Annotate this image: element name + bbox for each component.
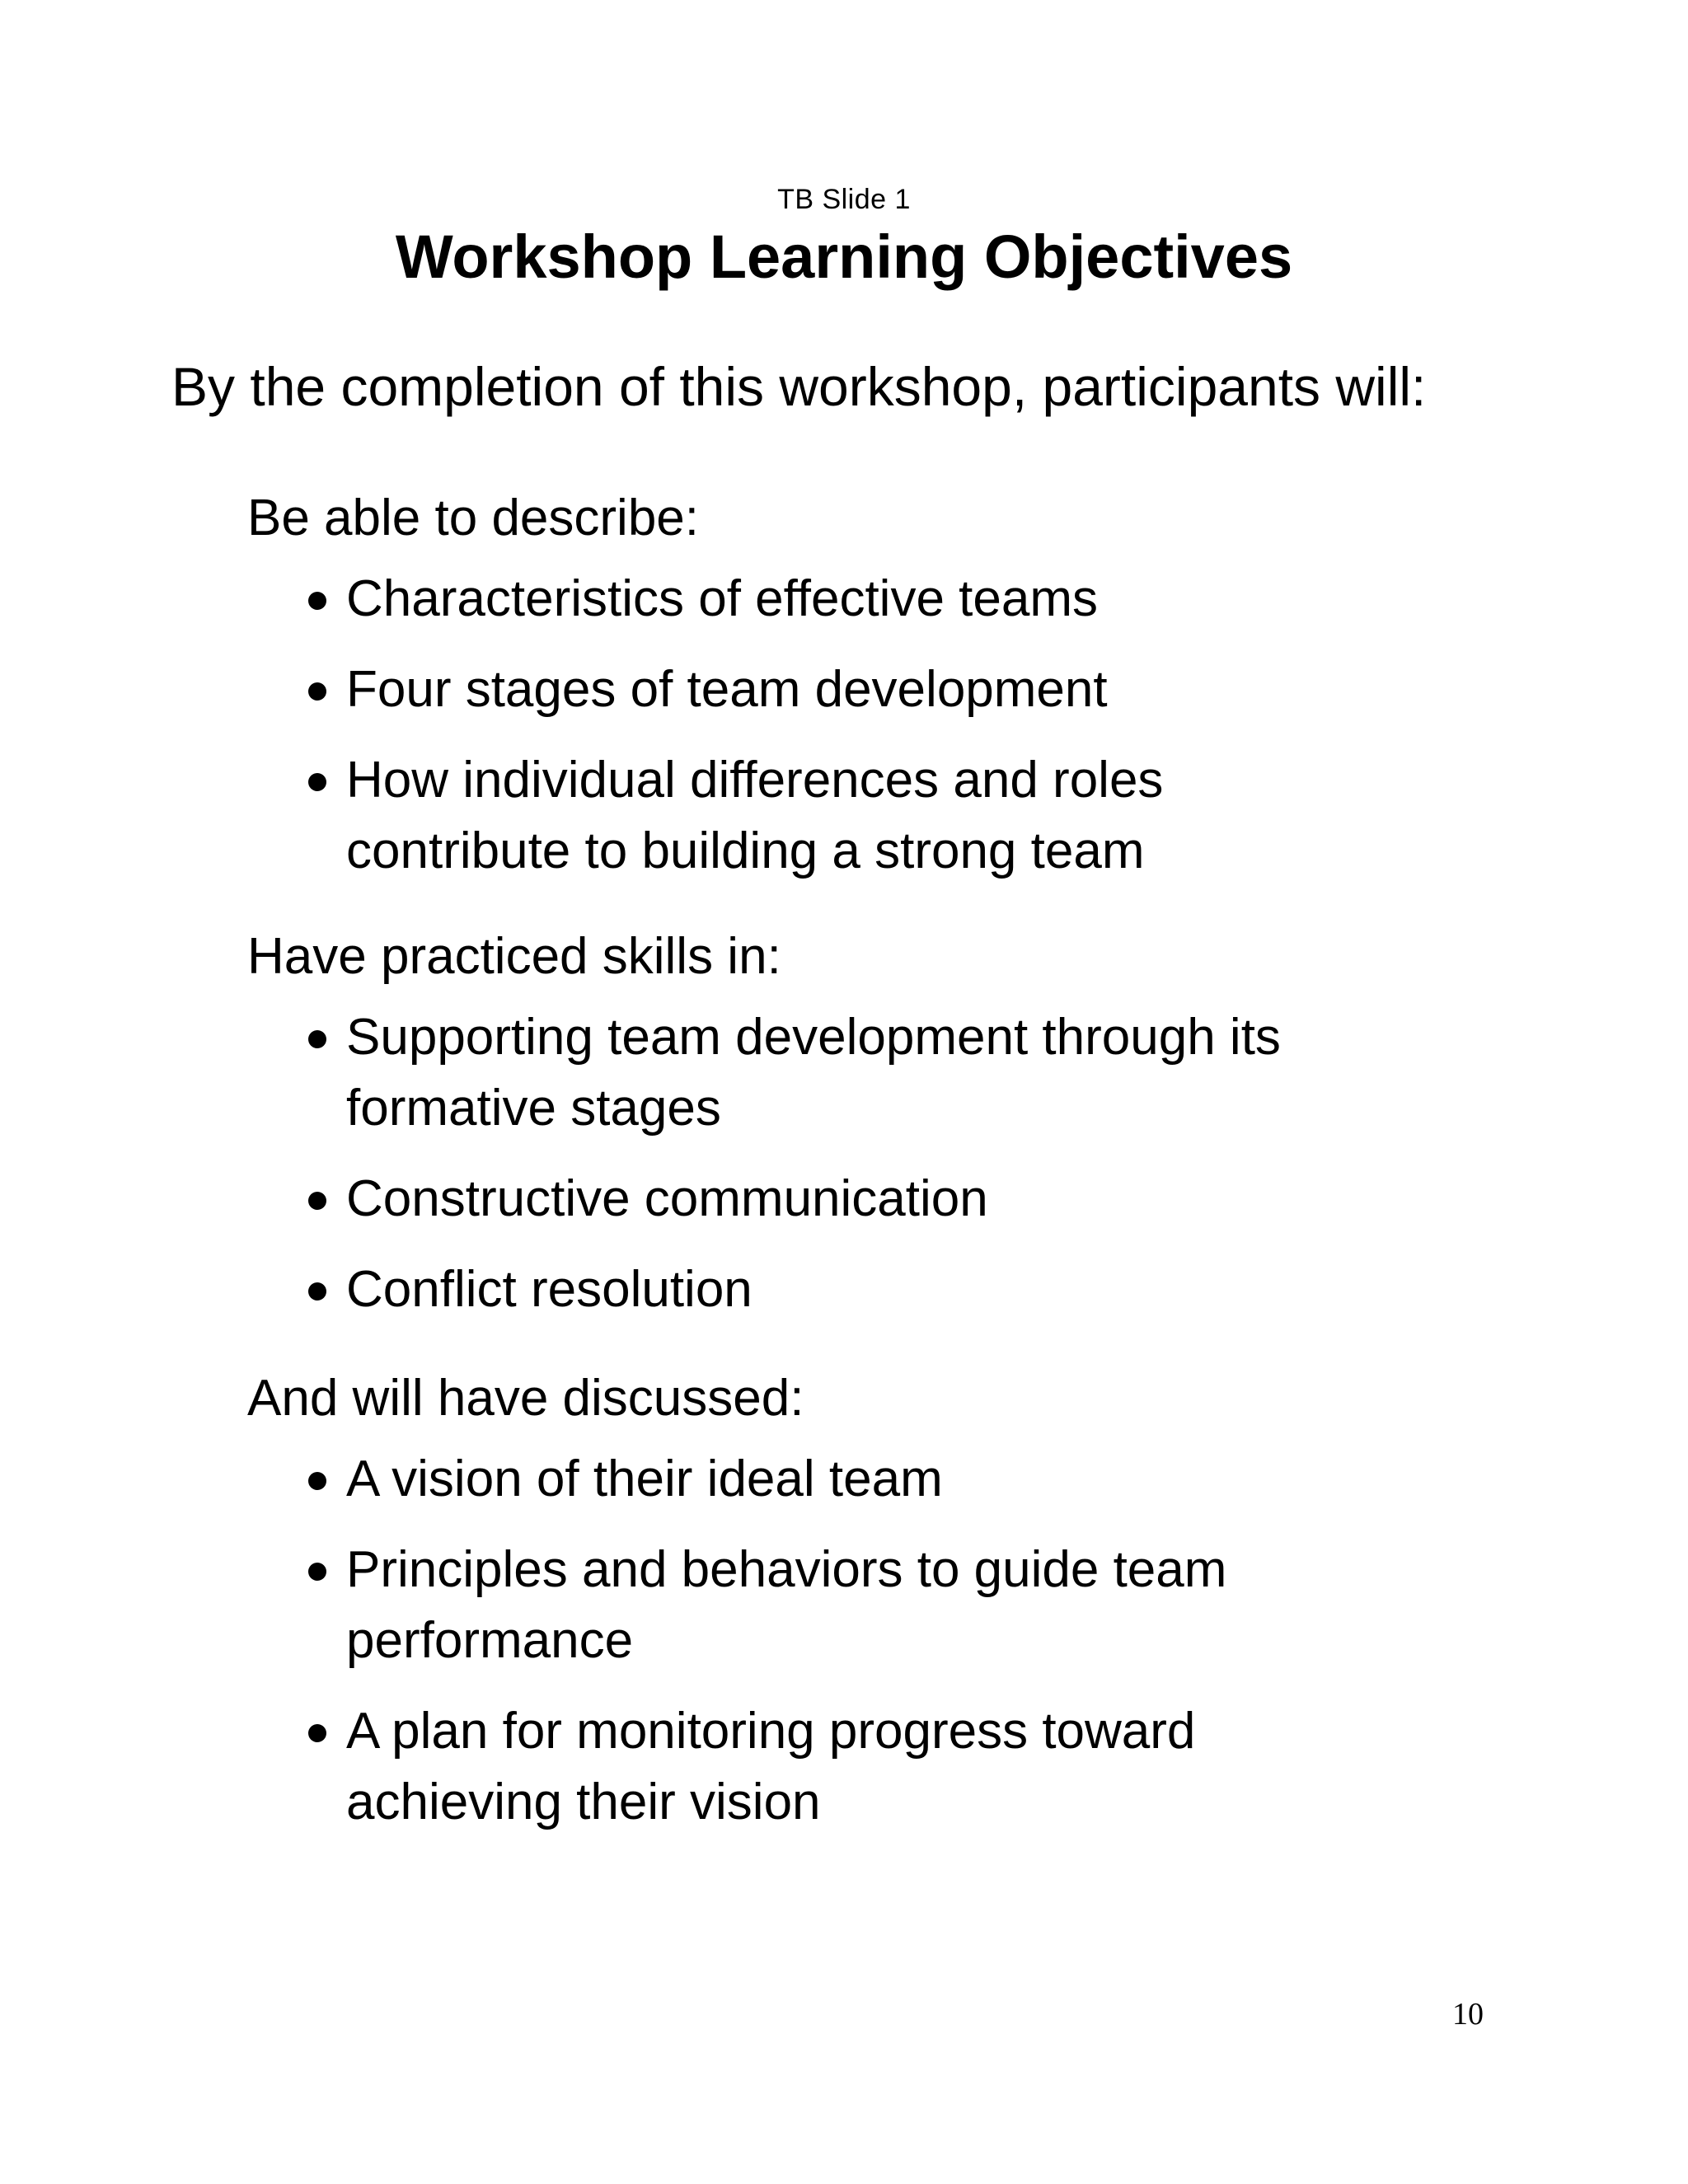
list-item — [247, 745, 1385, 887]
bullet-dot-icon — [308, 1724, 326, 1742]
list-item-text: A plan for monitoring progress toward achieving their vision — [346, 1703, 1196, 1830]
list-item-text: Characteristics of effective teams — [346, 570, 1098, 627]
list-item-text: Principles and behaviors to guide team performance — [346, 1541, 1227, 1669]
list-item — [247, 564, 1500, 635]
list-item — [247, 1696, 1418, 1838]
bullet-dot-icon — [308, 592, 326, 610]
list-item — [247, 1254, 1500, 1325]
bullet-dot-icon — [308, 1030, 326, 1048]
list-item — [247, 1164, 1500, 1235]
list-item-text: Four stages of team development — [346, 661, 1108, 718]
section-practiced — [247, 921, 1566, 1325]
page-number: 10 — [1452, 1997, 1484, 2032]
bullet-list — [247, 564, 1566, 887]
bullet-dot-icon — [308, 682, 326, 701]
bullet-dot-icon — [308, 1192, 326, 1210]
list-item-text: Conflict resolution — [346, 1261, 753, 1318]
slide-label: TB Slide 1 — [777, 184, 911, 215]
list-item-text: A vision of their ideal team — [346, 1451, 943, 1507]
bullet-dot-icon — [308, 773, 326, 791]
list-item — [247, 1535, 1434, 1676]
section-discussed — [247, 1363, 1566, 1838]
section-describe — [247, 483, 1566, 887]
bullet-dot-icon — [308, 1282, 326, 1301]
list-item — [247, 1002, 1500, 1144]
section-heading: Be able to describe: — [247, 490, 700, 546]
bullet-list — [247, 1444, 1566, 1838]
list-item — [247, 1444, 1500, 1515]
bullet-dot-icon — [308, 1563, 326, 1581]
intro-text: By the completion of this workshop, participants will: — [171, 356, 1427, 417]
section-heading: And will have discussed: — [247, 1370, 804, 1427]
section-heading: Have practiced skills in: — [247, 928, 781, 985]
list-item-text: Constructive communication — [346, 1170, 988, 1227]
list-item-text: Supporting team development through its formative stages — [346, 1009, 1281, 1137]
list-item-text: How individual differences and roles contribute to building a strong team — [346, 752, 1164, 879]
list-item — [247, 654, 1500, 725]
bullet-dot-icon — [308, 1472, 326, 1490]
page-title: Workshop Learning Objectives — [395, 223, 1293, 291]
bullet-list — [247, 1002, 1566, 1325]
